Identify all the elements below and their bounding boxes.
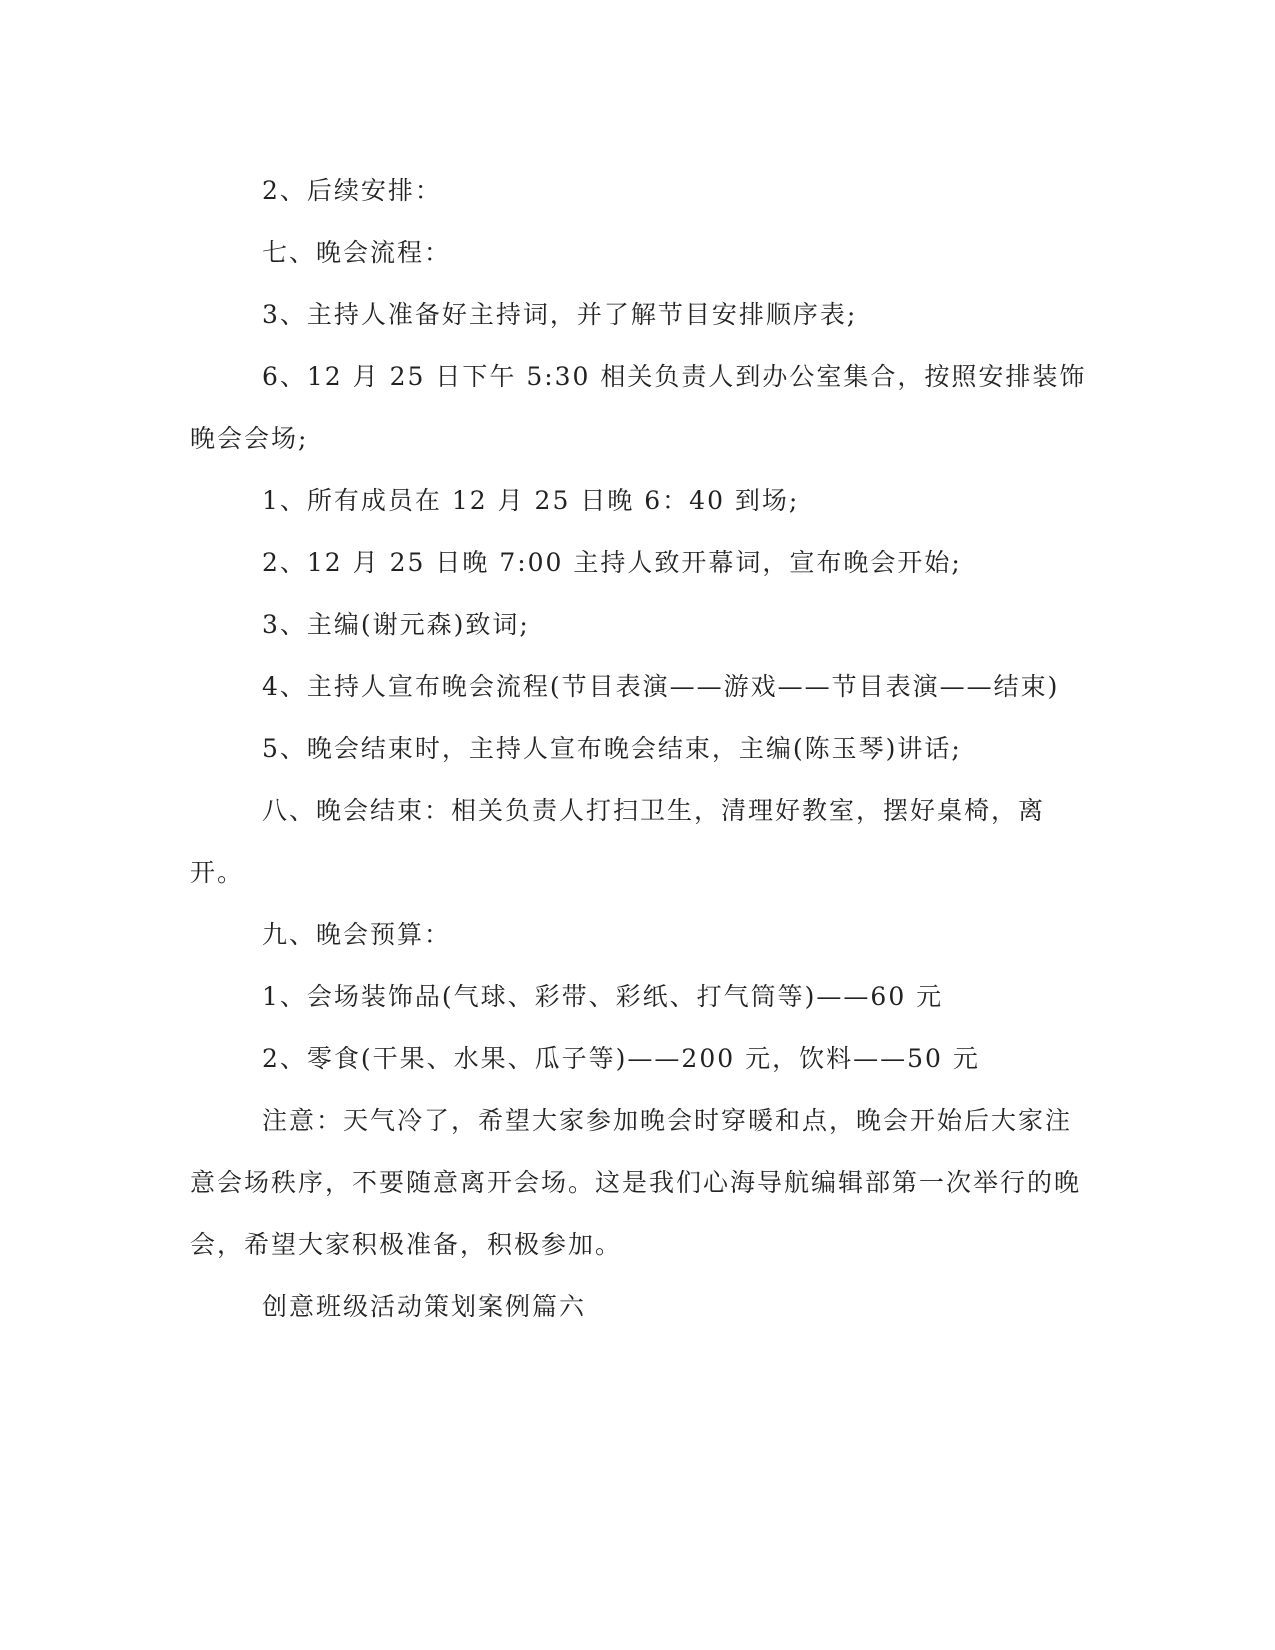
paragraph-members-arrive: 1、所有成员在 12 月 25 日晚 6：40 到场; <box>262 486 800 515</box>
paragraph-followup-heading: 2、后续安排： <box>262 176 442 205</box>
paragraph-section-seven-heading: 七、晚会流程： <box>262 238 452 267</box>
paragraph-budget-snacks: 2、零食(干果、水果、瓜子等)——200 元，饮料——50 元 <box>262 1044 980 1073</box>
paragraph-decorate-venue: 6、12 月 25 日下午 5:30 相关负责人到办公室集合，按照安排装饰晚会会场; <box>190 362 1087 453</box>
paragraph-host-prepare: 3、主持人准备好主持词，并了解节目安排顺序表; <box>262 300 858 329</box>
paragraph-section-nine-heading: 九、晚会预算： <box>262 920 452 949</box>
document-body <box>190 160 1090 1338</box>
paragraph-announce-program: 4、主持人宣布晚会流程(节目表演——游戏——节目表演——结束) <box>262 672 1060 701</box>
paragraph-notice: 注意：天气冷了，希望大家参加晚会时穿暖和点，晚会开始后大家注意会场秩序，不要随意离开会场。这是我们心海导航编辑部第一次举行的晚会，希望大家积极准备，积极参加。 <box>190 1106 1082 1259</box>
paragraph-budget-decorations: 1、会场装饰品(气球、彩带、彩纸、打气筒等)——60 元 <box>262 982 944 1011</box>
paragraph-opening-speech: 2、12 月 25 日晚 7:00 主持人致开幕词，宣布晚会开始; <box>262 548 962 577</box>
paragraph-closing-speech: 5、晚会结束时，主持人宣布晚会结束，主编(陈玉琴)讲话; <box>262 734 962 763</box>
paragraph-editor-speech: 3、主编(谢元森)致词; <box>262 610 530 639</box>
paragraph-section-eight: 八、晚会结束：相关负责人打扫卫生，清理好教室，摆好桌椅，离开。 <box>190 796 1046 887</box>
paragraph-next-section-title: 创意班级活动策划案例篇六 <box>262 1292 587 1321</box>
